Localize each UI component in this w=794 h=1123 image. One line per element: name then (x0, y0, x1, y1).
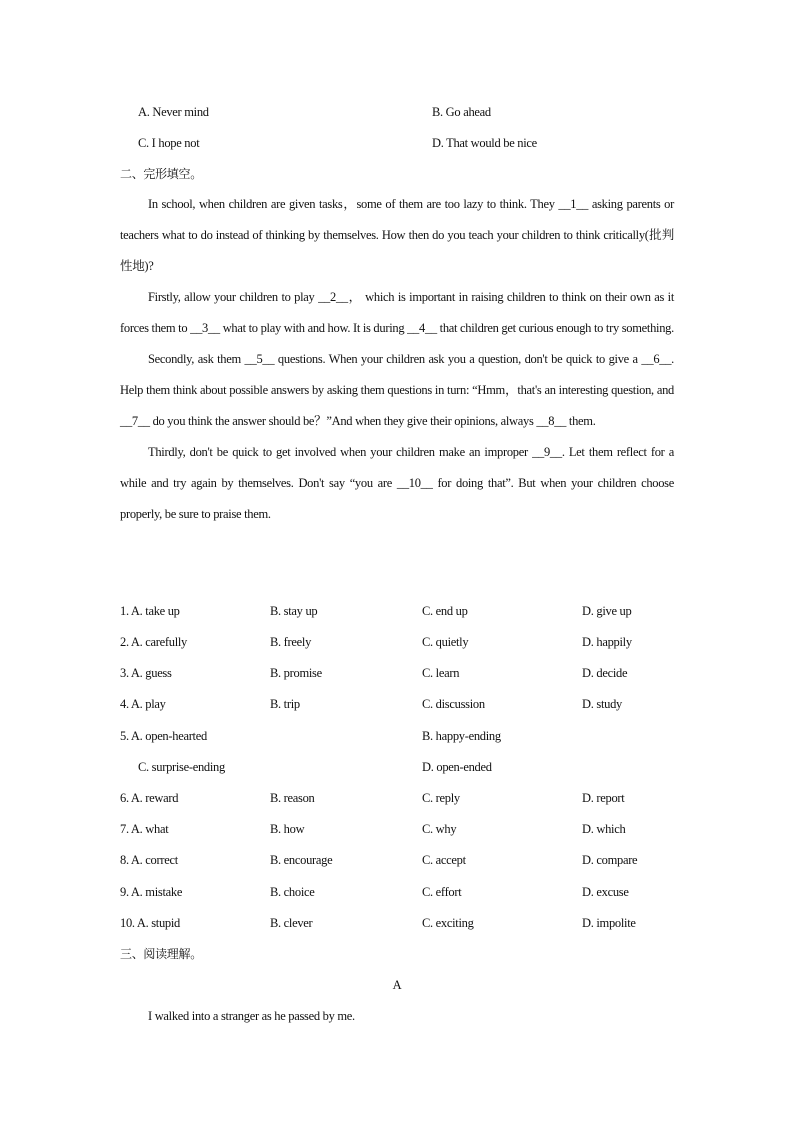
question-option-a: 2. A. carefully (120, 635, 188, 649)
question-option-b: B. choice (270, 885, 315, 899)
question-option-d: D. compare (582, 853, 638, 867)
question-option-b: B. reason (270, 791, 315, 805)
question-option-b: B. how (270, 822, 305, 836)
passage-label: A (392, 978, 402, 992)
reading-first-line: I walked into a stranger as he passed by me. (148, 1009, 355, 1023)
question-option-a: 8. A. correct (120, 853, 178, 867)
question-option-a: 1. A. take up (120, 604, 180, 618)
question-option-b: B. happy-ending (422, 729, 501, 743)
question-option-a: 4. A. play (120, 697, 166, 711)
question-option-d: D. which (582, 822, 626, 836)
cloze-paragraph: In school, when children are given tasks，some of them are too lazy to think. They __1__ asking parents or teachers what to do instead of thinking by themselves. How then do you teach your children to think critically(批判性地)? (120, 197, 674, 273)
option-d: D. That would be nice (432, 136, 537, 150)
question-option-b: B. clever (270, 916, 313, 930)
question-option-c: C. exciting (422, 916, 474, 930)
option-c: C. I hope not (138, 136, 200, 150)
question-option-d: D. excuse (582, 885, 629, 899)
question-option-c: C. effort (422, 885, 462, 899)
question-option-c: C. quietly (422, 635, 469, 649)
question-option-c: C. accept (422, 853, 466, 867)
question-option-a: 10. A. stupid (120, 916, 180, 930)
question-option-d: D. study (582, 697, 622, 711)
option-b: B. Go ahead (432, 105, 491, 119)
option-a: A. Never mind (138, 105, 209, 119)
question-option-c: C. end up (422, 604, 468, 618)
question-option-b: B. trip (270, 697, 300, 711)
question-option-c: C. reply (422, 791, 460, 805)
question-option-d: D. open-ended (422, 760, 492, 774)
question-option-c: C. surprise-ending (138, 760, 225, 774)
cloze-paragraph: Firstly, allow your children to play __2__， which is important in raising children to think on their own as it forces them to __3__ what to play with and how. It is during __4__ that children get curious enough to try something. (120, 290, 674, 335)
cloze-passage (120, 189, 674, 530)
cloze-paragraph: Thirdly, don't be quick to get involved when your children make an improper __9__. Let them reflect for a while and try again by themselves. Don't say “you are __10__ for doing that”. But when your children choose properly, be sure to praise them. (120, 445, 674, 521)
question-option-a: 6. A. reward (120, 791, 179, 805)
cloze-paragraph: Secondly, ask them __5__ questions. When your children ask you a question, don't be quick to give a __6__. Help them think about possible answers by asking them questions in turn: “Hmm，that's an interesting question, and __7__ do you think the answer should be？”And when they give their opinions, always __8__ them. (120, 352, 674, 428)
question-option-d: D. give up (582, 604, 632, 618)
question-option-d: D. decide (582, 666, 628, 680)
question-option-b: B. encourage (270, 853, 333, 867)
question-option-a: 7. A. what (120, 822, 169, 836)
question-option-c: C. learn (422, 666, 460, 680)
question-option-c: C. discussion (422, 697, 485, 711)
question-option-a: 9. A. mistake (120, 885, 183, 899)
question-option-c: C. why (422, 822, 457, 836)
section-heading-reading: 三、阅读理解。 (120, 947, 202, 961)
question-option-b: B. promise (270, 666, 322, 680)
question-option-b: B. freely (270, 635, 312, 649)
question-option-d: D. impolite (582, 916, 636, 930)
question-option-a: 3. A. guess (120, 666, 172, 680)
section-heading-cloze: 二、完形填空。 (120, 167, 202, 181)
question-option-a: 5. A. open-hearted (120, 729, 207, 743)
question-option-d: D. happily (582, 635, 632, 649)
question-option-d: D. report (582, 791, 625, 805)
question-option-b: B. stay up (270, 604, 318, 618)
